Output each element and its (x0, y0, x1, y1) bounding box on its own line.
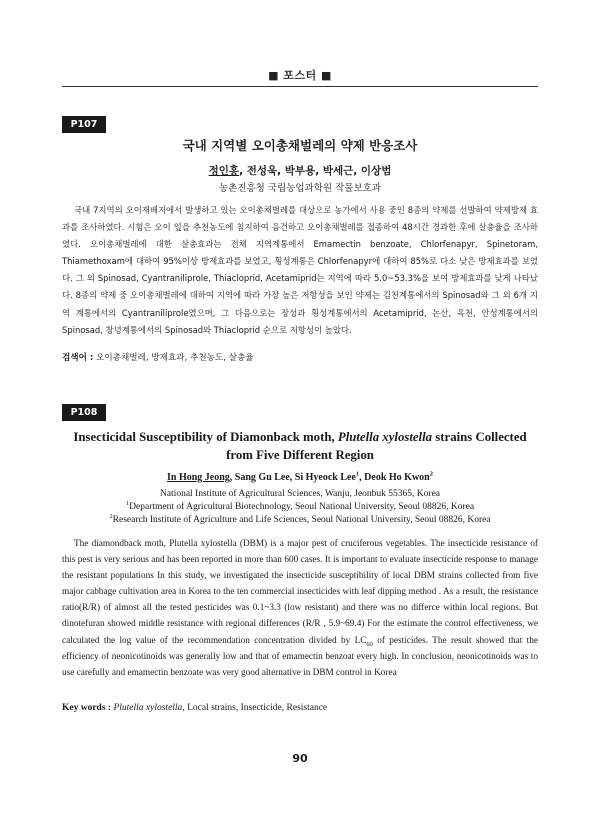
page-number: 90 (292, 752, 308, 765)
p108-keywords-species: Plutella xylostella (111, 703, 183, 713)
p108-affil-sup-2: 2 (109, 512, 113, 520)
p107-keywords-text: 오이총채벌레, 방제효과, 추천농도, 살충율 (93, 353, 254, 363)
p108-affil-text-3: Research Institute of Agriculture and Life Sciences, Seoul National University, Seoul 08826, Korea (112, 515, 491, 525)
p108-title-part1: Insecticidal Susceptibility of Diamonback moth, (73, 430, 338, 444)
header-divider (62, 86, 538, 87)
p108-coauthors-2: , Deok Ho Kwon (359, 472, 430, 483)
p108-affil-sup-1: 1 (125, 499, 130, 507)
p108-presenting-author: In Hong Jeong (167, 472, 230, 483)
p108-lc-subscript: 60 (366, 640, 373, 648)
p108-authors (62, 472, 538, 483)
p107-abstract: 국내 7지역의 오이재배지에서 발생하고 있는 오이총채벌레를 대상으로 농가에서 사용 중인 8종의 약제를 선발하여 약제방제 효과를 조사하였다. 시험은 오이 잎을 추천농도에 침지하여 음건하고 오이총채벌레를 접종하여 48시간 경과한 후에 살충율을 조사하였다. 오이총채벌레에 대한 살충효과는 전체 지역계통에서 Emamectin benzoate, Chlorfenapyr, Spinetoram, Thiamethoxam에 대하여 95%이상 방제효과를 보였고, 횡성계통은 Chlorfenapyr에 대하여 85%로 다소 낮은 방제효과를 보였다. 그 외 Spinosad, Cyantraniliprole, Thiacloprid, Acetamiprid는 지역에 따라 5.0~53.3%을 보여 방제효과를 낮게 나타났다. 8종의 약제 중 오이총채벌레에 대하여 지역에 따라 가장 높은 저항성을 보인 약제는 김천계통에서의 Spinosad와 그 외 6개 지역 계통에서의 Cyantraniliprole였으며, 그 다음으로는 장성과 횡성계통에서의 Acetamiprid, 논산, 옥천, 안성계통에서의 Spinosad, 창녕계통에서의 Spinosad와 Thiacloprid 순으로 저항성이 높았다. (62, 205, 538, 335)
p108-coauthors-1: , Sang Gu Lee, Si Hyeock Lee (229, 472, 356, 483)
p108-keywords (62, 703, 538, 713)
p108-abstract-part1: The diamondback moth, Plutella xylostella (DBM) is a major pest of cruciferous vegetables. The insecticide resistance of this pest is very serious and has been reported in more than 600 cases. It is important to evaluate insecticide response to manage the resistant populations In this study, we investigated the insecticide susceptibility of local DBM strains collected from five major cabbage cultivation area in Korea to the ten commercial insecticides with leaf dipping method . As a result, the resistance ratio(R/R) of almost all the tested pesticides was 0.1~3.3 (low resistant) and there was no differce within local regions. But dinotefuran showed middle resistance with regional differences (R/R , 5.9~69.4) For the estimate the control effectiveness, we calculated the log value of the recommendation concentration divided by LC (62, 539, 538, 646)
p108-affiliation-2 (62, 499, 538, 512)
p107-keywords-label: 검색어 : (62, 353, 94, 363)
p108-title-species: Plutella xylostella (337, 430, 433, 444)
p107-affiliation: 농촌진흥청 국립농업과학원 작물보호과 (218, 183, 382, 194)
p107-keywords (62, 351, 538, 363)
p107-coauthors: , 전성욱, 박부용, 박세근, 이상범 (239, 165, 392, 177)
abstract-tag-p107: P107 (62, 116, 106, 133)
p108-keywords-label: Key words : (62, 703, 112, 713)
p108-affil-text-2: Department of Agricultural Biotechnology, Seoul National University, Seoul 08826, Korea (129, 502, 475, 512)
p108-abstract-part2: of pesticides. The result showed that the efficiency of neonicotinoids was generally low and that of emamectin benzoat every high. In conclusion, neonicotinoids was to use carefully and emamectin benzoate was very good alternative in DBM control in Korea (62, 635, 538, 678)
section-header: ■ 포스터 ■ (268, 69, 332, 82)
p108-abstract (62, 536, 538, 681)
p107-presenting-author: 정인홍 (208, 165, 240, 177)
p107-authors (62, 163, 538, 178)
p107-title: 국내 지역별 오이총채벌레의 약제 반응조사 (182, 138, 418, 153)
p108-title-part2: strains Collected from Five Different Region (226, 430, 527, 462)
p108-affiliation-3 (62, 512, 538, 525)
abstract-tag-p108: P108 (62, 404, 106, 421)
p108-affiliation-1: National Institute of Agricultural Sciences, Wanju, Jeonbuk 55365, Korea (159, 489, 441, 499)
p108-author-sup-2: 2 (429, 470, 433, 478)
p108-title (62, 428, 538, 464)
p108-author-sup-1: 1 (355, 470, 360, 478)
p108-keywords-text: , Local strains, Insecticide, Resistance (182, 703, 328, 713)
